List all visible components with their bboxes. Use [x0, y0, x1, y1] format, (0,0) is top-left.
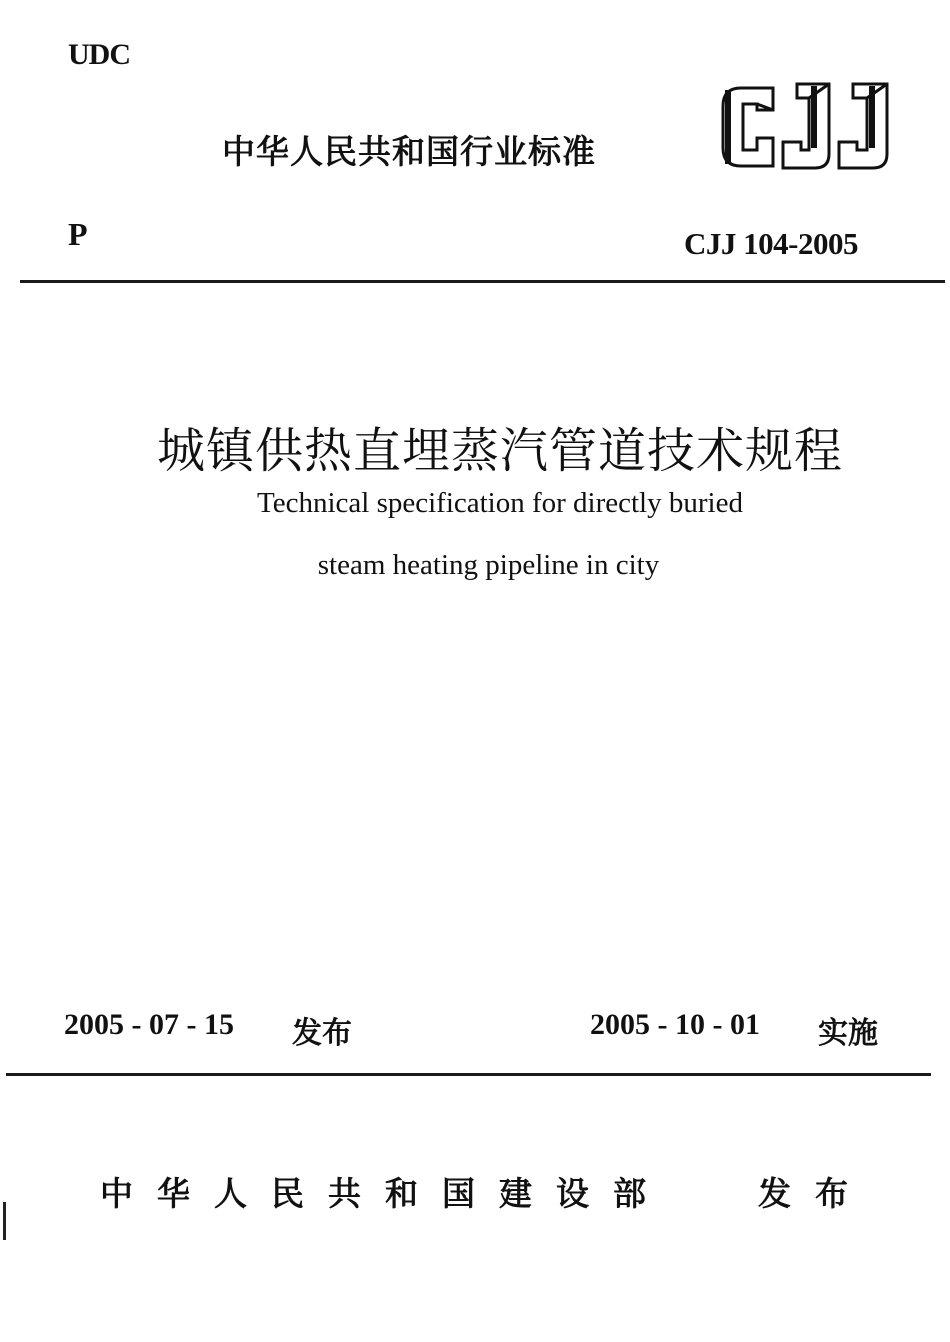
title-english-line1: Technical specification for directly buried — [257, 487, 743, 519]
footer-divider — [6, 1073, 931, 1076]
scan-margin-mark — [3, 1202, 6, 1240]
cjj-logo — [717, 80, 893, 172]
implementation-date: 2005 - 10 - 01 — [590, 1008, 760, 1041]
issue-date: 2005 - 07 - 15 — [64, 1008, 234, 1041]
header-divider — [20, 280, 945, 283]
publish-label: 发布 — [758, 1174, 872, 1213]
issue-label: 发布 — [292, 1016, 352, 1051]
publisher-name: 中华人民共和国建设部 — [100, 1174, 670, 1213]
classification-code: P — [68, 216, 88, 252]
implementation-label: 实施 — [818, 1016, 878, 1051]
standard-number: CJJ 104-2005 — [684, 226, 858, 261]
title-chinese: 城镇供热直埋蒸汽管道技术规程 — [156, 423, 843, 479]
udc-label: UDC — [68, 38, 130, 71]
standard-category: 中华人民共和国行业标准 — [222, 132, 596, 171]
title-english-line2: steam heating pipeline in city — [317, 549, 660, 581]
